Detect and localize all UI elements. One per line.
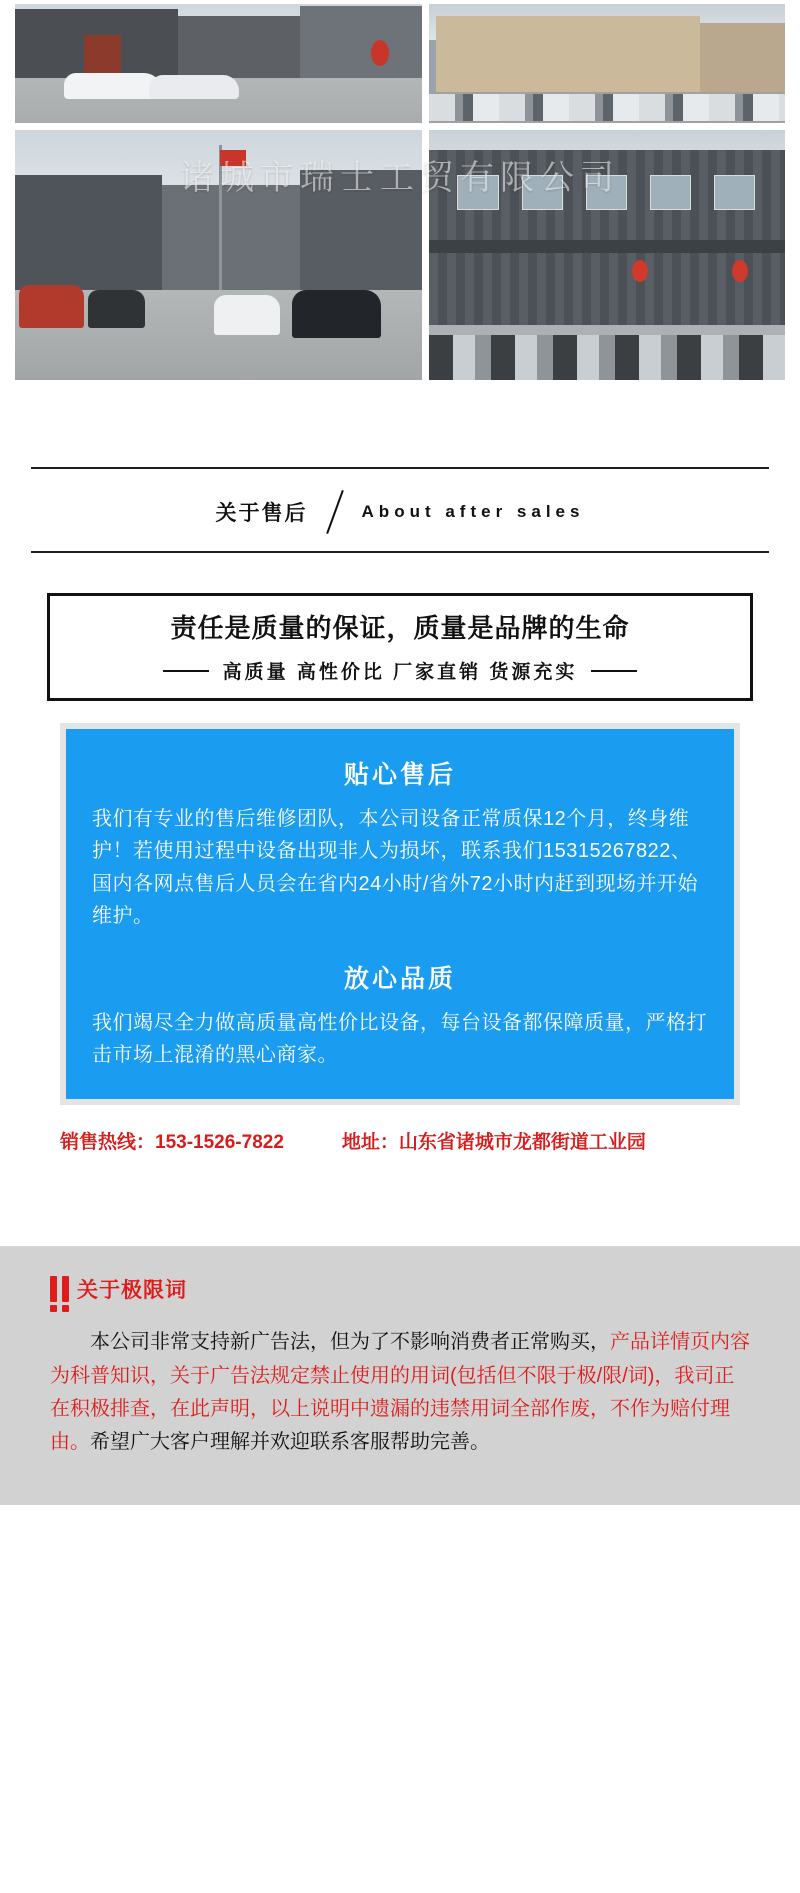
photo-workshop-right: [300, 170, 422, 290]
photo-office-block: [436, 16, 699, 95]
disclaimer-inner: [50, 1274, 750, 1459]
disclaimer-title-row: [50, 1274, 750, 1304]
photo-lantern: [732, 260, 748, 282]
workshop-facade-photo: [429, 130, 785, 380]
slogan-box: [47, 593, 753, 701]
header-title-cn: 关于售后: [215, 502, 308, 525]
photo-entrance-door: [84, 35, 121, 75]
photo-facade-band: [429, 240, 785, 253]
slogan-sub-text: 高质量 高性价比 厂家直销 货源充实: [222, 662, 578, 683]
photo-flag: [220, 150, 246, 166]
card-title-quality: 放心品质: [343, 964, 456, 993]
company-watermark: 诸城市瑞士工贸有限公司: [180, 158, 620, 198]
contact-row: [60, 1127, 740, 1154]
header-title-en: About after sales: [361, 502, 585, 521]
photo-row-top: [15, 4, 785, 123]
card-title-service: 贴心售后: [343, 761, 456, 789]
factory-photo-gallery: [15, 0, 785, 380]
disclaimer-body: [50, 1326, 750, 1459]
photo-building-mid: [178, 16, 300, 78]
photo-flagpole: [219, 145, 222, 290]
photo-window: [714, 175, 755, 210]
photo-row-bottom: [15, 130, 785, 380]
photo-workshop-mid: [162, 185, 300, 290]
slogan-rule-left: [163, 670, 209, 672]
photo-building-right: [300, 6, 422, 77]
photo-car-white: [64, 73, 162, 99]
slogan-main: 责任是质量的保证，质量是品牌的生命: [170, 613, 630, 643]
disclaimer-title: 关于极限词: [77, 1279, 187, 1303]
company-address: 地址：山东省诸城市龙都街道工业园: [341, 1132, 646, 1154]
after-sales-card: [60, 723, 740, 1105]
slogan-rule-right: [591, 670, 637, 672]
header-divider-slash: [326, 490, 344, 534]
office-building-photo: [429, 4, 785, 123]
photo-office-wing: [700, 23, 785, 94]
photo-car-silver: [149, 75, 239, 99]
photo-window: [586, 175, 627, 210]
exclamation-icon: [50, 1276, 69, 1302]
photo-car-black: [292, 290, 382, 338]
photo-car-white: [214, 295, 279, 335]
photo-window: [522, 175, 563, 210]
photo-window: [457, 175, 498, 210]
disclaimer-text-part1: 本公司非常支持新广告法，但为了不影响消费者正常购买，: [90, 1331, 610, 1354]
after-sales-section: [0, 387, 800, 1154]
sales-hotline[interactable]: 销售热线：153-1526-7822: [60, 1132, 284, 1154]
photo-car-dark: [88, 290, 145, 328]
disclaimer-section: [0, 1246, 800, 1505]
photo-lantern: [632, 260, 648, 282]
photo-parked-cars: [429, 94, 785, 120]
card-body-service: 我们有专业的售后维修团队，本公司设备正常质保12个月，终身维护！若使用过程中设备出现非人为损坏，联系我们15315267822、国内各网点售后人员会在省内24小时/省外72小时内赶到现场并开始维护。: [92, 808, 699, 928]
header-titles: [31, 469, 769, 535]
photo-car-red: [19, 285, 84, 328]
factory-entrance-photo: [15, 4, 422, 123]
disclaimer-text-part2: 希望广大客户理解并欢迎联系客服帮助完善。: [90, 1430, 490, 1453]
photo-workshop-left: [15, 175, 162, 290]
slogan-sub-row: [50, 657, 750, 684]
disclaimer-text-red: 产品详情页内容为科普知识，关于广告法规定禁止使用的用词(包括但不限于极/限/词)，我司正在积极排查，在此声明，以上说明中遗漏的违禁用词全部作废，不作为赔付理由。: [50, 1331, 750, 1453]
photo-window: [650, 175, 691, 210]
section-header: [31, 467, 769, 567]
workshop-street-photo: [15, 130, 422, 380]
photo-parked-cars: [429, 335, 785, 380]
card-body-quality: 我们竭尽全力做高质量高性价比设备，每台设备都保障质量，严格打击市场上混淆的黑心商家。: [92, 1011, 707, 1066]
header-rule-bottom: [31, 551, 769, 553]
